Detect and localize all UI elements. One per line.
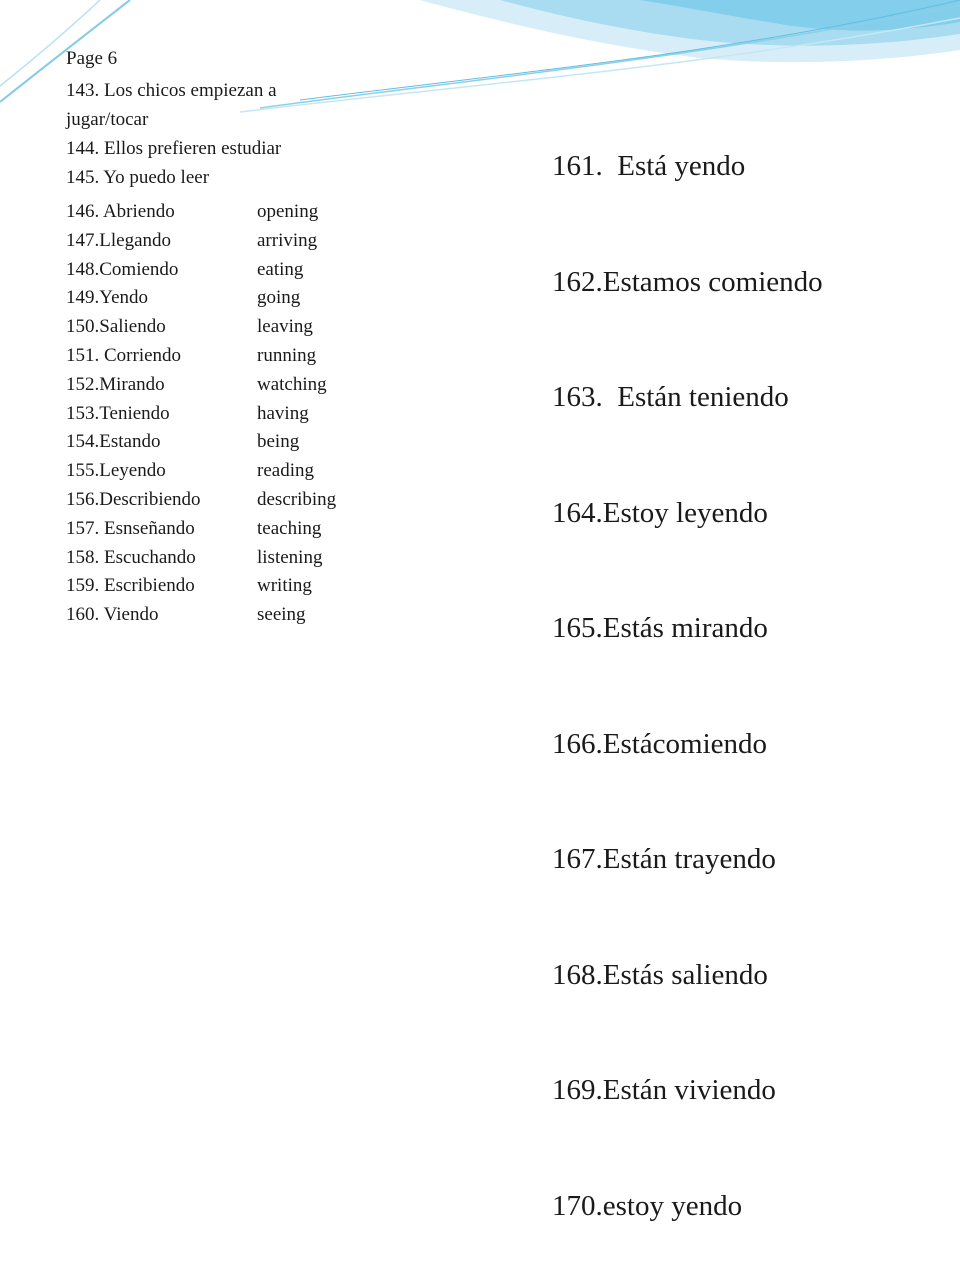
- intro-line: jugar/tocar: [66, 109, 149, 130]
- english-cell: arriving: [257, 229, 318, 251]
- answer-item: 165.Estás mirando: [552, 612, 768, 644]
- english-cell: running: [257, 344, 317, 366]
- spanish-cell: 159. Escribiendo: [66, 575, 195, 597]
- spanish-cell: 148.Comiendo: [66, 258, 179, 280]
- wave-line-left-2: [0, 0, 100, 86]
- table-row: [66, 256, 336, 285]
- spanish-cell: 155.Leyendo: [66, 460, 166, 482]
- answer-item: 166.Estácomiendo: [552, 727, 768, 760]
- english-cell: writing: [257, 575, 312, 597]
- spanish-cell: 151. Corriendo: [66, 344, 182, 366]
- spanish-cell: 154.Estando: [66, 431, 161, 453]
- table-row: [66, 486, 336, 515]
- table-row: [66, 371, 336, 400]
- english-cell: watching: [257, 373, 327, 395]
- english-cell: describing: [257, 488, 337, 510]
- table-row: [66, 572, 336, 601]
- spanish-cell: 146. Abriendo: [66, 201, 175, 222]
- english-cell: going: [257, 287, 301, 309]
- answer-item: 163. Están teniendo: [552, 381, 789, 413]
- table-row: [66, 313, 336, 342]
- page-label: Page 6: [66, 48, 118, 69]
- table-row: [66, 342, 336, 371]
- english-cell: leaving: [257, 316, 313, 338]
- table-row: [66, 227, 336, 256]
- answer-item: 161. Está yendo: [552, 150, 746, 182]
- intro-sentences: [66, 76, 386, 192]
- table-row: [66, 284, 336, 313]
- spanish-cell: 147.Llegando: [66, 229, 172, 251]
- english-cell: having: [257, 402, 309, 424]
- answer-item: 164.Estoy leyendo: [552, 496, 768, 529]
- table-row: [66, 457, 336, 486]
- english-cell: opening: [257, 201, 319, 222]
- answer-item: 168.Estás saliendo: [552, 958, 768, 991]
- table-row: [66, 544, 336, 573]
- spanish-cell: 150.Saliendo: [66, 316, 166, 338]
- table-row: [66, 515, 336, 544]
- spanish-cell: 152.Mirando: [66, 373, 165, 395]
- table-row: [66, 601, 336, 630]
- table-row: [66, 198, 336, 227]
- spanish-cell: 156.Describiendo: [66, 488, 201, 510]
- spanish-cell: 149.Yendo: [66, 287, 149, 309]
- english-cell: eating: [257, 258, 304, 280]
- answer-item: 167.Están trayendo: [552, 843, 776, 875]
- intro-line: 145. Yo puedo leer: [66, 167, 210, 188]
- english-cell: reading: [257, 460, 314, 482]
- intro-line: 144. Ellos prefieren estudiar: [66, 138, 282, 159]
- spanish-cell: 157. Esnseñando: [66, 517, 195, 539]
- spanish-cell: 160. Viendo: [66, 604, 159, 626]
- answer-item: 170.estoy yendo: [552, 1189, 743, 1222]
- table-row: [66, 428, 336, 457]
- answer-list: [552, 70, 823, 1264]
- answer-item: 162.Estamos comiendo: [552, 265, 823, 298]
- intro-line: 143. Los chicos empiezan a: [66, 80, 277, 101]
- english-cell: being: [257, 431, 300, 453]
- table-row: [66, 400, 336, 429]
- spanish-cell: 153.Teniendo: [66, 402, 170, 424]
- spanish-cell: 158. Escuchando: [66, 546, 196, 568]
- english-cell: listening: [257, 546, 323, 568]
- answer-item: 169.Están viviendo: [552, 1074, 776, 1106]
- vocabulary-table: [66, 198, 336, 630]
- english-cell: teaching: [257, 517, 322, 539]
- english-cell: seeing: [257, 604, 306, 626]
